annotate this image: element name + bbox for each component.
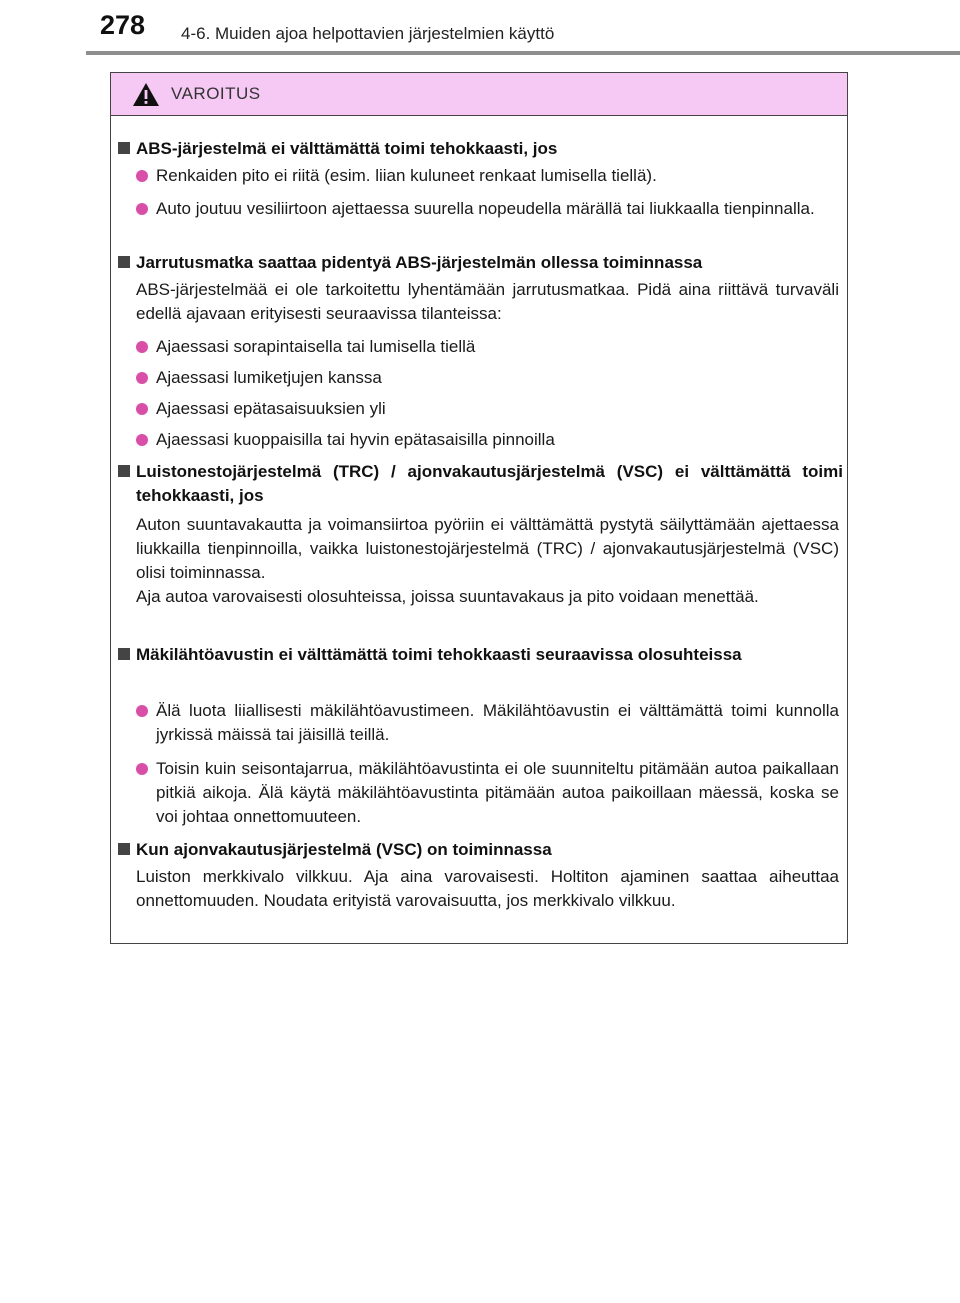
round-bullet-icon xyxy=(136,372,148,384)
round-bullet-icon xyxy=(136,763,148,775)
round-bullet-icon xyxy=(136,705,148,717)
square-bullet-icon xyxy=(118,843,130,855)
square-bullet-icon xyxy=(118,648,130,660)
warning-box xyxy=(110,72,848,944)
round-bullet-icon xyxy=(136,203,148,215)
list-item: Renkaiden pito ei riitä (esim. liian kuluneet renkaat lumisella tiellä). xyxy=(136,164,839,188)
list-item: Auto joutuu vesiliirtoon ajettaessa suurella nopeudella märällä tai liukkaalla tienpinnalla. xyxy=(136,197,839,221)
list-item: Toisin kuin seisontajarrua, mäkilähtöavustinta ei ole suunniteltu pitämään autoa paikallaan pitkiä aikoja. Älä käytä mäkilähtöavustinta pitämään autoa paikoillaan mäessä, koska se voi johtaa onnettomuuteen. xyxy=(136,757,839,829)
list-item: Ajaessasi epätasaisuuksien yli xyxy=(136,397,839,421)
warning-label: VAROITUS xyxy=(171,84,261,103)
square-bullet-icon xyxy=(118,256,130,268)
chapter-title: 4-6. Muiden ajoa helpottavien järjestelmien käyttö xyxy=(181,24,555,43)
list-item: Ajaessasi kuoppaisilla tai hyvin epätasaisilla pinnoilla xyxy=(136,428,839,452)
square-bullet-icon xyxy=(118,465,130,477)
square-bullet-icon xyxy=(118,142,130,154)
section-heading: Kun ajonvakautusjärjestelmä (VSC) on toiminnassa xyxy=(118,838,843,862)
round-bullet-icon xyxy=(136,341,148,353)
section-heading: Luistonestojärjestelmä (TRC) / ajonvakautusjärjestelmä (VSC) ei välttämättä toimi tehokkaasti, jos xyxy=(118,460,843,508)
list-item: Älä luota liiallisesti mäkilähtöavustimeen. Mäkilähtöavustin ei välttämättä toimi kunnolla jyrkissä mäissä tai jäisillä teillä. xyxy=(136,699,839,747)
round-bullet-icon xyxy=(136,434,148,446)
warning-header xyxy=(111,73,847,116)
paragraph: Auton suuntavakautta ja voimansiirtoa pyöriin ei välttämättä pystytä säilyttämään ajettaessa liukkailla tienpinnoilla, vaikka luistonestojärjestelmä (TRC) / ajonvakautusjärjestelmä (VSC) olisi toiminnassa. Aja autoa varovaisesti olosuhteissa, joissa suuntavakaus ja pito voidaan menettää. xyxy=(136,515,839,606)
header-divider xyxy=(86,51,960,55)
round-bullet-icon xyxy=(136,403,148,415)
list-item: Ajaessasi sorapintaisella tai lumisella tiellä xyxy=(136,335,839,359)
section-heading: Mäkilähtöavustin ei välttämättä toimi tehokkaasti seuraavissa olosuhteissa xyxy=(118,643,843,667)
round-bullet-icon xyxy=(136,170,148,182)
paragraph: Luiston merkkivalo vilkkuu. Aja aina varovaisesti. Holtiton ajaminen saattaa aiheuttaa onnettomuuden. Noudata erityistä varovaisuutta, jos merkkivalo vilkkuu. xyxy=(136,867,839,910)
warning-triangle-icon xyxy=(132,82,160,107)
page-number: 278 xyxy=(100,10,146,40)
paragraph: ABS-järjestelmää ei ole tarkoitettu lyhentämään jarrutusmatkaa. Pidä aina riittävä turvaväli edellä ajavaan erityisesti seuraavissa tilanteissa: xyxy=(136,280,839,323)
section-heading: ABS-järjestelmä ei välttämättä toimi tehokkaasti, jos xyxy=(118,137,843,161)
section-heading: Jarrutusmatka saattaa pidentyä ABS-järjestelmän ollessa toiminnassa xyxy=(118,251,843,275)
list-item: Ajaessasi lumiketjujen kanssa xyxy=(136,366,839,390)
